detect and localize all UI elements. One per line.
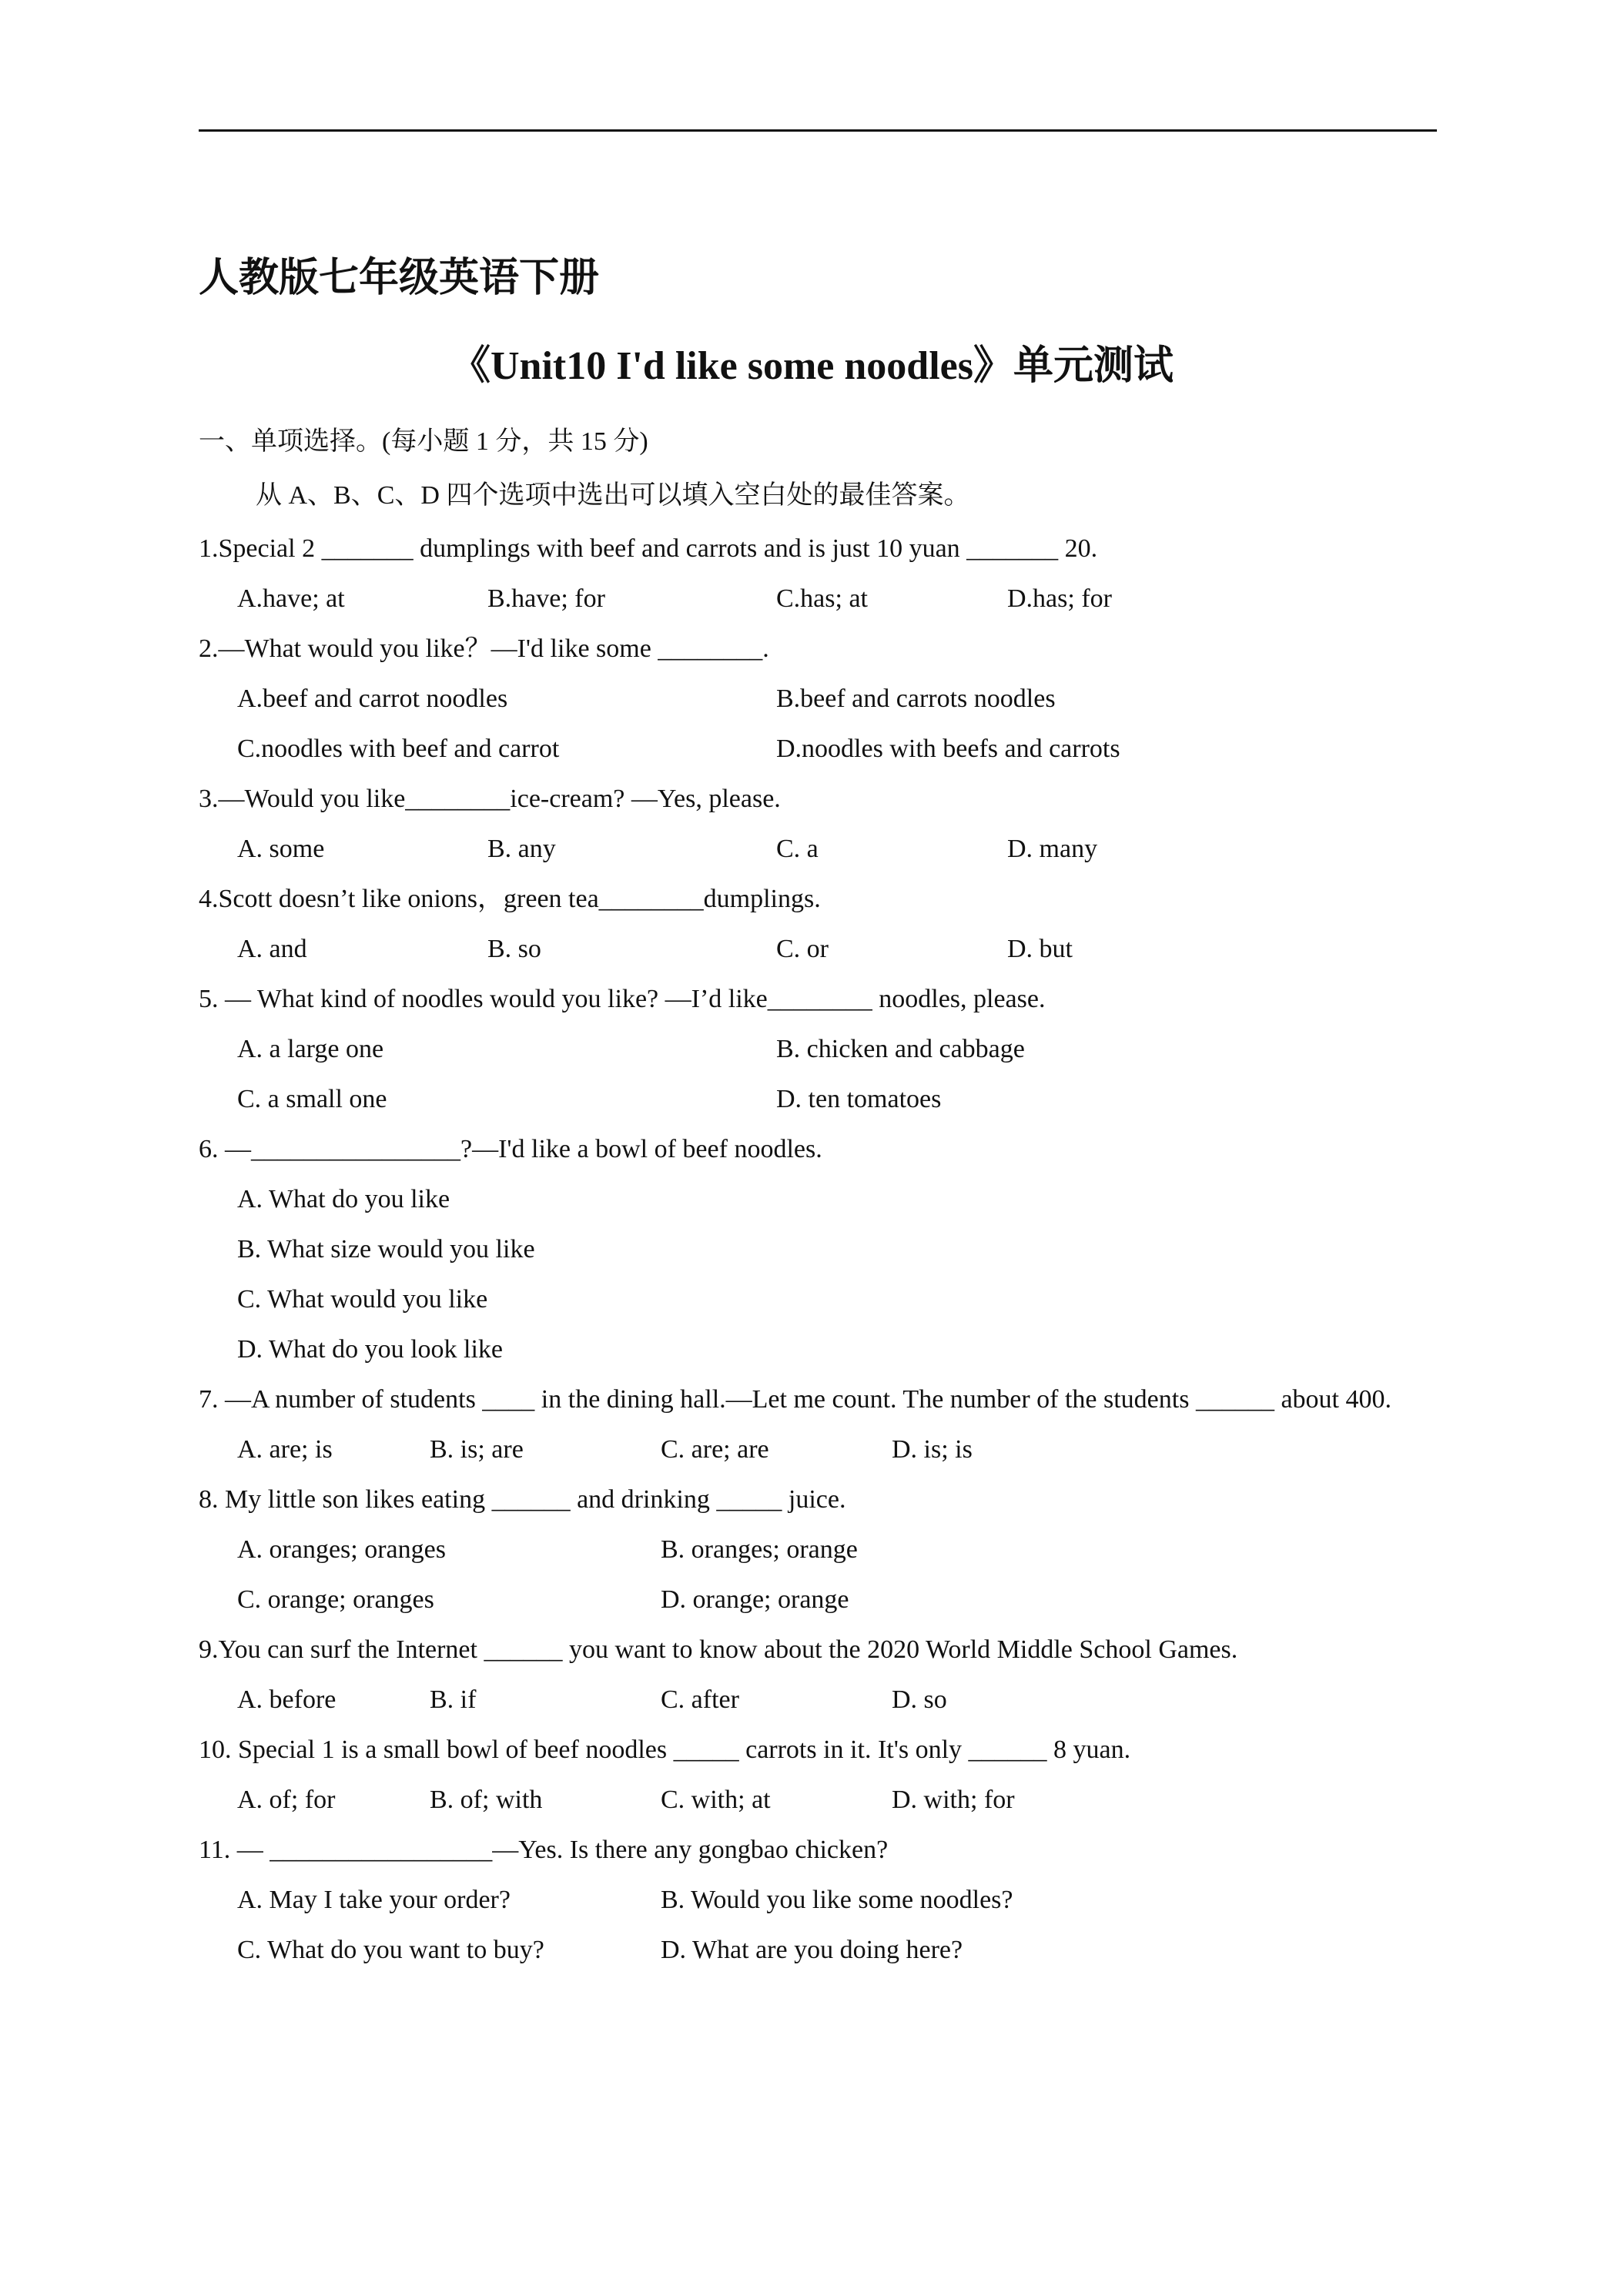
answer-option: D. many (1007, 835, 1098, 863)
question-stem: 5. — What kind of noodles would you like? —I’d like________ noodles, please. (199, 985, 1046, 1013)
answer-option: B. if (430, 1685, 477, 1714)
answer-option: B. What size would you like (237, 1235, 535, 1263)
options-row (199, 1675, 1438, 1725)
answer-option: D. but (1007, 935, 1073, 963)
answer-option: B. chicken and cabbage (776, 1035, 1025, 1063)
question-stem: 6. —________________?—I'd like a bowl of beef noodles. (199, 1135, 822, 1163)
question-item (199, 1625, 1438, 1725)
answer-option: B.beef and carrots noodles (776, 684, 1056, 713)
options-row (199, 674, 1438, 724)
answer-option: C. or (776, 935, 829, 963)
options-row (199, 724, 1438, 774)
answer-option: C. are; are (661, 1435, 769, 1464)
answer-option: B. Would you like some noodles? (661, 1886, 1013, 1914)
answer-option: C.has; at (776, 584, 868, 613)
answer-option: A. a large one (237, 1035, 384, 1063)
question-stem: 2.—What would you like？—I'd like some ________. (199, 634, 769, 663)
question-stem: 1.Special 2 _______ dumplings with beef and carrots and is just 10 yuan _______ 20. (199, 534, 1098, 563)
answer-option: A. are; is (237, 1435, 333, 1464)
answer-option: A. some (237, 835, 325, 863)
answer-option: B. of; with (430, 1786, 543, 1814)
answer-option: B. oranges; orange (661, 1535, 858, 1564)
answer-option: D. ten tomatoes (776, 1085, 942, 1113)
answer-option: B. so (487, 935, 541, 963)
question-item (199, 524, 1438, 624)
answer-option: C. with; at (661, 1786, 771, 1814)
answer-option: C. What would you like (237, 1285, 488, 1314)
answer-option: D. What do you look like (237, 1335, 503, 1364)
answer-option: A. of; for (237, 1786, 336, 1814)
answer-option: C. What do you want to buy? (237, 1936, 544, 1964)
question-stem: 4.Scott doesn’t like onions，green tea________dumplings. (199, 885, 821, 913)
options-row (199, 1024, 1438, 1074)
options-row (199, 574, 1438, 624)
answer-option: B. any (487, 835, 556, 863)
document-subtitle: 《Unit10 I'd like some noodles》单元测试 (450, 344, 1174, 388)
answer-option: D. is; is (892, 1435, 973, 1464)
options-row (199, 1575, 1438, 1625)
options-row (199, 1074, 1438, 1124)
answer-option: B. is; are (430, 1435, 524, 1464)
answer-option: A. May I take your order? (237, 1886, 511, 1914)
answer-option: D. orange; orange (661, 1585, 849, 1614)
options-row (199, 1775, 1438, 1825)
question-item (199, 774, 1438, 874)
document-title: 人教版七年级英语下册 (199, 254, 600, 301)
header-rule (199, 129, 1437, 132)
section-instruction: 从 A、B、C、D 四个选项中选出可以填入空白处的最佳答案。 (256, 481, 970, 510)
options-row (199, 1525, 1438, 1575)
answer-option: C. orange; oranges (237, 1585, 434, 1614)
question-stem: 9.You can surf the Internet ______ you want to know about the 2020 World Middle School Games. (199, 1635, 1238, 1664)
question-stem: 11. — _________________—Yes. Is there any gongbao chicken? (199, 1836, 889, 1864)
question-stem: 8. My little son likes eating ______ and drinking _____ juice. (199, 1485, 846, 1514)
answer-option: D. with; for (892, 1786, 1015, 1814)
options-row (199, 1424, 1438, 1474)
question-list (199, 524, 1438, 1975)
answer-option: C. a small one (237, 1085, 387, 1113)
answer-option: A. oranges; oranges (237, 1535, 446, 1564)
section-heading: 一、单项选择。(每小题 1 分，共 15 分) (199, 427, 648, 456)
answer-option: C.noodles with beef and carrot (237, 735, 560, 763)
answer-option: D. What are you doing here? (661, 1936, 963, 1964)
options-row (199, 924, 1438, 974)
answer-option: D.has; for (1007, 584, 1112, 613)
answer-option: C. a (776, 835, 819, 863)
question-item (199, 1124, 1438, 1374)
question-item (199, 1725, 1438, 1825)
answer-option: D. so (892, 1685, 947, 1714)
question-item (199, 974, 1438, 1124)
options-row (199, 1274, 1438, 1324)
question-item (199, 624, 1438, 774)
question-item (199, 1474, 1438, 1625)
question-stem: 7. —A number of students ____ in the dining hall.—Let me count. The number of the students ______ about 400. (199, 1385, 1391, 1414)
answer-option: C. after (661, 1685, 739, 1714)
options-row (199, 1224, 1438, 1274)
question-item (199, 874, 1438, 974)
options-row (199, 1324, 1438, 1374)
question-item (199, 1825, 1438, 1975)
answer-option: A. What do you like (237, 1185, 450, 1213)
answer-option: A.beef and carrot noodles (237, 684, 508, 713)
question-stem: 3.—Would you like________ice-cream? —Yes, please. (199, 785, 781, 813)
options-row (199, 1925, 1438, 1975)
question-item (199, 1374, 1438, 1474)
answer-option: D.noodles with beefs and carrots (776, 735, 1120, 763)
answer-option: A. and (237, 935, 307, 963)
options-row (199, 824, 1438, 874)
answer-option: A. before (237, 1685, 337, 1714)
question-stem: 10. Special 1 is a small bowl of beef noodles _____ carrots in it. It's only ______ 8 yuan. (199, 1735, 1131, 1764)
options-row (199, 1174, 1438, 1224)
answer-option: A.have; at (237, 584, 345, 613)
options-row (199, 1875, 1438, 1925)
answer-option: B.have; for (487, 584, 605, 613)
